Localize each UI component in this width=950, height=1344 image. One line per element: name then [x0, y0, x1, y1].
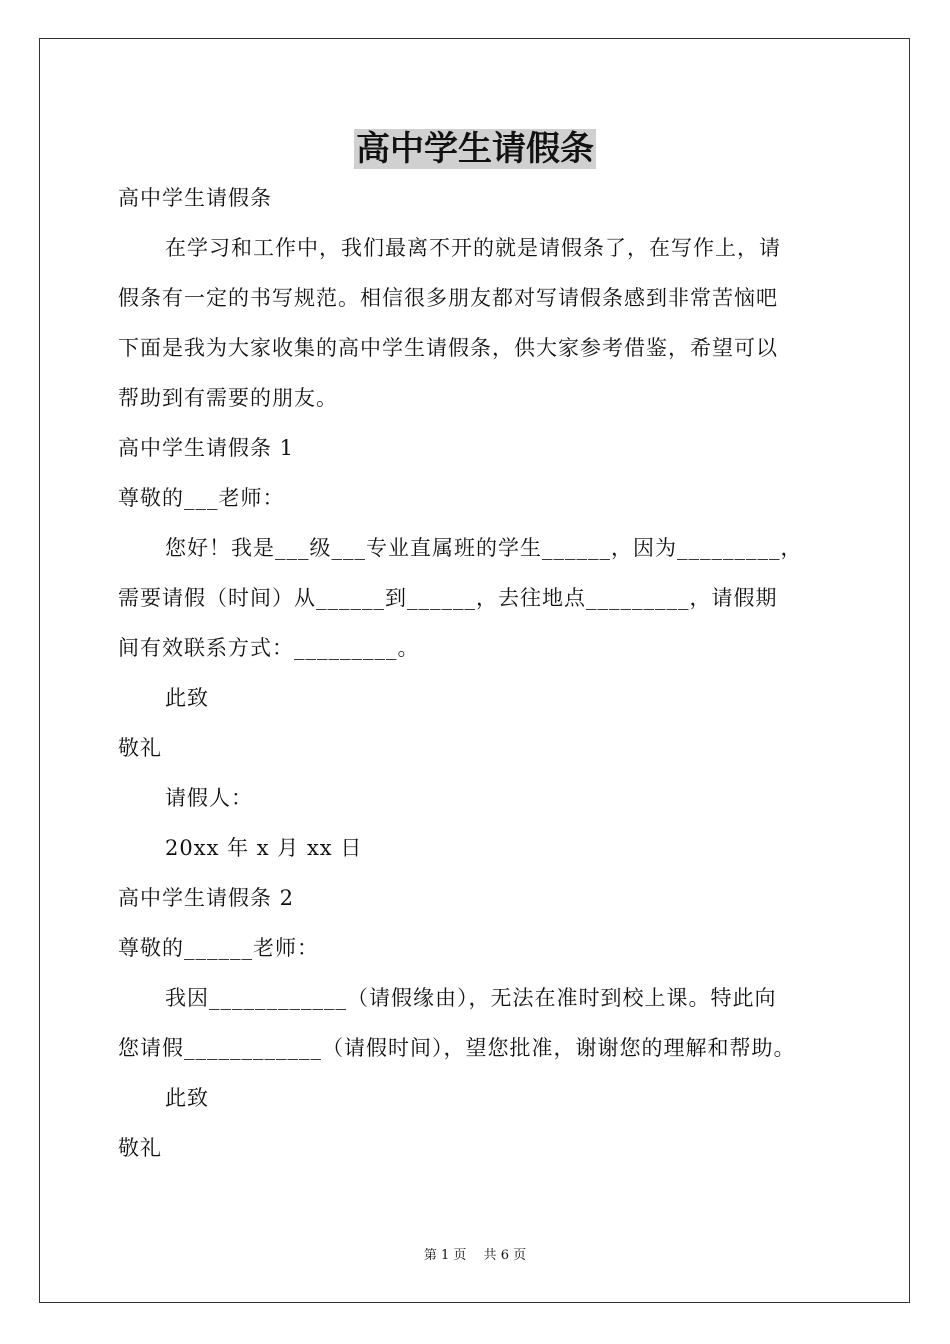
intro-line-1: 在学习和工作中，我们最离不开的就是请假条了，在写作上，请 [165, 236, 781, 260]
body-2-line-2: 您请假____________（请假时间），望您批准，谢谢您的理解和帮助。 [118, 1036, 796, 1060]
body-1-line-3: 间有效联系方式：_________。 [118, 636, 420, 660]
salutation-1: 尊敬的___老师： [118, 486, 285, 510]
closing-2: 此致 [165, 1086, 209, 1110]
body-1-line-1: 您好！我是___级___专业直属班的学生______，因为_________， [165, 536, 803, 560]
regards-2: 敬礼 [118, 1136, 162, 1160]
subtitle-line: 高中学生请假条 [118, 186, 272, 210]
body-2-line-1: 我因____________（请假缘由），无法在准时到校上课。特此向 [165, 986, 777, 1010]
date-1: 20xx 年 x 月 xx 日 [165, 836, 363, 860]
document-title [0, 125, 950, 173]
page-border [39, 38, 910, 1303]
intro-line-3: 下面是我为大家收集的高中学生请假条，供大家参考借鉴，希望可以 [118, 336, 778, 360]
intro-line-2: 假条有一定的书写规范。相信很多朋友都对写请假条感到非常苦恼吧 [118, 286, 778, 310]
intro-line-4: 帮助到有需要的朋友。 [118, 386, 338, 410]
signer-1: 请假人： [165, 786, 253, 810]
page-footer: 第 1 页 共 6 页 [423, 1248, 527, 1263]
regards-1: 敬礼 [118, 736, 162, 760]
body-1-line-2: 需要请假（时间）从______到______，去往地点_________，请假期 [118, 586, 778, 610]
document-title-text: 高中学生请假条 [356, 129, 594, 169]
closing-1: 此致 [165, 686, 209, 710]
salutation-2: 尊敬的______老师： [118, 936, 319, 960]
section-heading-1: 高中学生请假条 1 [118, 436, 295, 460]
section-heading-2: 高中学生请假条 2 [118, 886, 295, 910]
